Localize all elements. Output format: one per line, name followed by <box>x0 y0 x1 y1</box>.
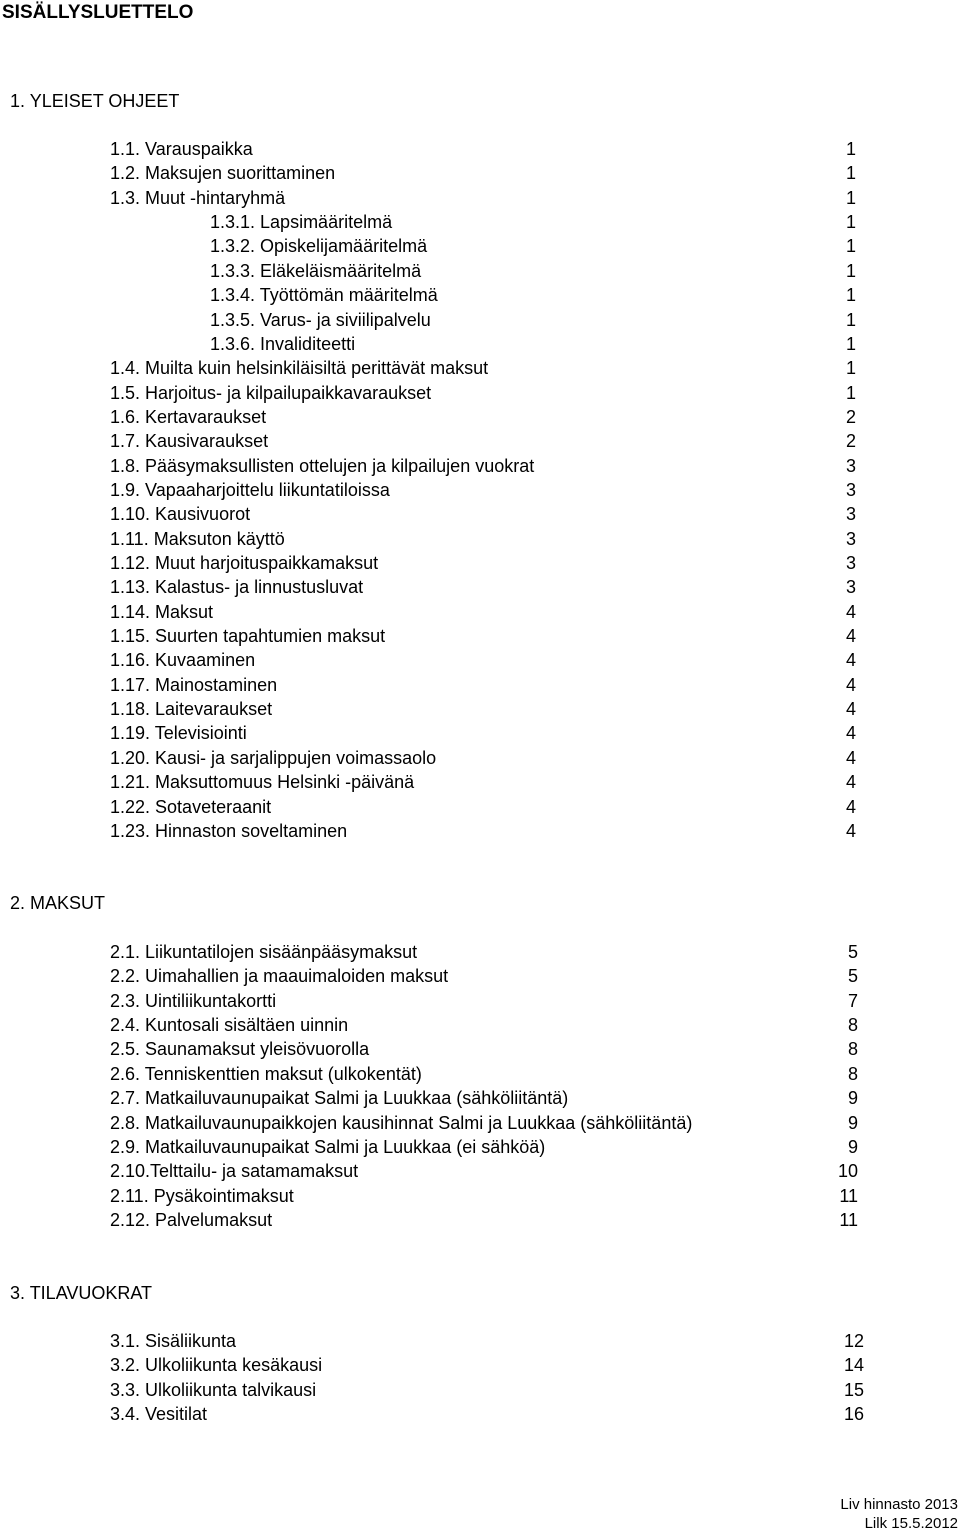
toc-entry[interactable] <box>210 234 856 258</box>
footer-line-2: Lilk 15.5.2012 <box>864 1515 958 1532</box>
toc-entry[interactable] <box>110 819 856 843</box>
toc-entry-page-number: 9 <box>847 1088 858 1109</box>
toc-entry-label: 1.3.1. Lapsimääritelmä <box>210 212 393 233</box>
toc-entry-label: 1.8. Pääsymaksullisten ottelujen ja kilpailujen vuokrat <box>110 455 535 476</box>
toc-entry-label: 3.4. Vesitilat <box>110 1404 208 1424</box>
toc-entry-page-number: 11 <box>839 1209 858 1230</box>
toc-entry-page-number: 8 <box>847 1015 858 1035</box>
toc-entry-label: 1.2. Maksujen suorittaminen <box>110 163 336 184</box>
toc-entry[interactable] <box>110 381 856 405</box>
toc-entry-label: 1.15. Suurten tapahtumien maksut <box>110 626 386 646</box>
toc-entry-label: 2.4. Kuntosali sisältäen uinnin <box>110 1015 349 1035</box>
toc-entry-label: 1.12. Muut harjoituspaikkamaksut <box>110 553 379 573</box>
toc-entry-page-number: 11 <box>839 1185 858 1206</box>
toc-entry-label: 1.19. Televisiointi <box>110 723 247 744</box>
toc-entry-page-number: 10 <box>837 1161 858 1182</box>
toc-entry[interactable] <box>110 551 856 575</box>
toc-entry-label: 1.7. Kausivaraukset <box>110 431 269 452</box>
toc-entry-label: 2.3. Uintiliikuntakortti <box>110 990 277 1011</box>
toc-entry[interactable] <box>110 356 856 380</box>
toc-entry-label: 2.5. Saunamaksut yleisövuorolla <box>110 1039 370 1060</box>
toc-entry-label: 1.3.5. Varus- ja siviilipalvelu <box>210 309 431 330</box>
toc-entry-page-number: 9 <box>847 1112 858 1133</box>
toc-entry-label: 1.20. Kausi- ja sarjalippujen voimassaolo <box>110 747 437 768</box>
toc-entry-page-number: 1 <box>845 358 856 379</box>
toc-entry[interactable] <box>110 746 856 770</box>
toc-entry[interactable] <box>210 283 856 307</box>
toc-entry[interactable] <box>110 1184 858 1208</box>
section-heading: 1. YLEISET OHJEET <box>10 91 180 111</box>
toc-entry-label: 1.23. Hinnaston soveltaminen <box>110 820 348 841</box>
toc-entry[interactable] <box>110 1037 858 1061</box>
toc-entry-page-number: 4 <box>845 650 856 671</box>
toc-entry[interactable] <box>110 673 856 697</box>
toc-entry-page-number: 1 <box>845 260 856 281</box>
toc-entry[interactable] <box>110 137 856 161</box>
toc-entry-label: 1.9. Vapaaharjoittelu liikuntatiloissa <box>110 479 390 500</box>
toc-entry-page-number: 1 <box>845 212 856 233</box>
toc-entry[interactable] <box>110 795 856 819</box>
toc-entry[interactable] <box>110 1086 858 1110</box>
toc-entry[interactable] <box>110 940 858 964</box>
toc-entry-page-number: 16 <box>843 1404 864 1424</box>
toc-entry-page-number: 4 <box>845 796 856 817</box>
toc-entry-page-number: 3 <box>845 455 856 476</box>
toc-entry-page-number: 1 <box>845 309 856 330</box>
footer-line-1: Liv hinnasto 2013 <box>840 1496 958 1513</box>
toc-entry[interactable] <box>210 308 856 332</box>
toc-entry[interactable] <box>110 721 856 745</box>
toc-entry-label: 1.6. Kertavaraukset <box>110 406 267 427</box>
toc-entry-page-number: 14 <box>843 1355 864 1376</box>
toc-entry[interactable] <box>110 1208 858 1232</box>
toc-entry-label: 2.9. Matkailuvaunupaikat Salmi ja Luukkaa (ei sähköä) <box>110 1136 546 1157</box>
toc-entry-page-number: 4 <box>845 723 856 744</box>
toc-entry-label: 2.10.Telttailu- ja satamamaksut <box>110 1161 359 1182</box>
toc-entry-label: 1.14. Maksut <box>110 601 214 622</box>
section-heading: 2. MAKSUT <box>10 893 106 913</box>
toc-entry[interactable] <box>110 502 856 526</box>
toc-entry[interactable] <box>110 478 856 502</box>
toc-entry-label: 1.5. Harjoitus- ja kilpailupaikkavaraukset <box>110 382 432 403</box>
toc-entry-page-number: 5 <box>847 942 858 962</box>
toc-entry[interactable] <box>210 259 856 283</box>
document-title: SISÄLLYSLUETTELO <box>2 2 194 23</box>
toc-entry[interactable] <box>110 1013 858 1037</box>
toc-entry-page-number: 4 <box>845 747 856 768</box>
toc-entry[interactable] <box>110 648 856 672</box>
toc-entry-page-number: 2 <box>845 406 856 427</box>
toc-entry-label: 1.1. Varauspaikka <box>110 139 253 159</box>
toc-entry[interactable] <box>110 575 856 599</box>
toc-entry[interactable] <box>110 1111 858 1135</box>
toc-entry[interactable] <box>110 989 858 1013</box>
toc-entry-page-number: 4 <box>845 674 856 695</box>
toc-entry[interactable] <box>110 1159 858 1183</box>
toc-entry[interactable] <box>110 770 856 794</box>
toc-entry-label: 1.3.2. Opiskelijamääritelmä <box>210 236 428 257</box>
toc-entry-page-number: 3 <box>845 577 856 598</box>
toc-entry-page-number: 1 <box>845 187 856 208</box>
toc-entry-page-number: 7 <box>847 990 858 1011</box>
toc-entry-label: 1.13. Kalastus- ja linnustusluvat <box>110 577 364 598</box>
toc-entry-page-number: 4 <box>845 626 856 646</box>
toc-entry[interactable] <box>110 454 856 478</box>
toc-entry-page-number: 1 <box>845 236 856 257</box>
toc-entry[interactable] <box>110 624 856 648</box>
toc-entry[interactable] <box>110 600 856 624</box>
toc-entry-page-number: 4 <box>845 699 856 720</box>
toc-entry-page-number: 8 <box>847 1039 858 1060</box>
toc-entry[interactable] <box>110 697 856 721</box>
toc-entry-label: 1.22. Sotaveteraanit <box>110 796 272 817</box>
toc-entry-label: 1.3. Muut -hintaryhmä <box>110 187 286 208</box>
toc-entry-label: 2.1. Liikuntatilojen sisäänpääsymaksut <box>110 942 418 962</box>
toc-entry-label: 2.2. Uimahallien ja maauimaloiden maksut <box>110 966 449 987</box>
toc-entry-label: 1.3.4. Työttömän määritelmä <box>210 285 438 306</box>
toc-entry-page-number: 1 <box>845 285 856 306</box>
toc-entry-page-number: 4 <box>845 820 856 841</box>
toc-entry-page-number: 3 <box>845 479 856 500</box>
toc-entry-page-number: 12 <box>843 1331 864 1351</box>
toc-entry-label: 3.3. Ulkoliikunta talvikausi <box>110 1379 317 1400</box>
toc-entry[interactable] <box>110 186 856 210</box>
toc-entry-label: 1.18. Laitevaraukset <box>110 699 273 720</box>
toc-entry-label: 1.3.6. Invaliditeetti <box>210 333 356 354</box>
toc-entry-label: 3.1. Sisäliikunta <box>110 1331 237 1351</box>
toc-entry-label: 1.4. Muilta kuin helsinkiläisiltä perittävät maksut <box>110 358 489 379</box>
toc-entry-page-number: 1 <box>845 163 856 184</box>
toc-entry[interactable] <box>110 527 856 551</box>
toc-entry-label: 1.17. Mainostaminen <box>110 674 278 695</box>
toc-entry-page-number: 9 <box>847 1136 858 1157</box>
toc-entry-page-number: 3 <box>845 553 856 573</box>
toc-entry[interactable] <box>110 1353 864 1377</box>
toc-entry-page-number: 1 <box>845 333 856 354</box>
toc-entry-page-number: 5 <box>847 966 858 987</box>
toc-entry[interactable] <box>110 1329 864 1353</box>
toc-entry-label: 1.3.3. Eläkeläismääritelmä <box>210 260 422 281</box>
toc-entry-label: 1.16. Kuvaaminen <box>110 650 256 671</box>
toc-entry-label: 2.11. Pysäkointimaksut <box>110 1185 294 1206</box>
toc-entry-label: 3.2. Ulkoliikunta kesäkausi <box>110 1355 323 1376</box>
toc-entry-page-number: 15 <box>843 1379 864 1400</box>
toc-entry-page-number: 4 <box>845 601 856 622</box>
toc-entry[interactable] <box>210 332 856 356</box>
toc-entry-page-number: 1 <box>845 139 856 159</box>
toc-entry[interactable] <box>210 210 856 234</box>
toc-entry-page-number: 3 <box>845 528 856 549</box>
toc-entry[interactable] <box>110 161 856 185</box>
toc-entry[interactable] <box>110 1378 864 1402</box>
toc-entry[interactable] <box>110 1062 858 1086</box>
toc-entry-label: 2.6. Tenniskenttien maksut (ulkokentät) <box>110 1063 422 1084</box>
toc-entry-label: 2.8. Matkailuvaunupaikkojen kausihinnat Salmi ja Luukkaa (sähköliitäntä) <box>110 1112 693 1133</box>
toc-entry-page-number: 2 <box>845 431 856 452</box>
toc-entry-page-number: 1 <box>845 382 856 403</box>
toc-entry-label: 1.11. Maksuton käyttö <box>110 528 285 549</box>
toc-entry[interactable] <box>110 429 856 453</box>
section-heading: 3. TILAVUOKRAT <box>10 1283 153 1303</box>
toc-entry-page-number: 4 <box>845 772 856 793</box>
toc-entry[interactable] <box>110 405 856 429</box>
toc-entry-label: 1.21. Maksuttomuus Helsinki -päivänä <box>110 772 415 793</box>
toc-entry[interactable] <box>110 1402 864 1426</box>
toc-entry-page-number: 3 <box>845 504 856 525</box>
toc-entry-label: 1.10. Kausivuorot <box>110 504 251 525</box>
toc-entry[interactable] <box>110 964 858 988</box>
toc-entry[interactable] <box>110 1135 858 1159</box>
toc-entry-label: 2.12. Palvelumaksut <box>110 1209 273 1230</box>
toc-entry-label: 2.7. Matkailuvaunupaikat Salmi ja Luukkaa (sähköliitäntä) <box>110 1088 569 1109</box>
toc-entry-page-number: 8 <box>847 1063 858 1084</box>
